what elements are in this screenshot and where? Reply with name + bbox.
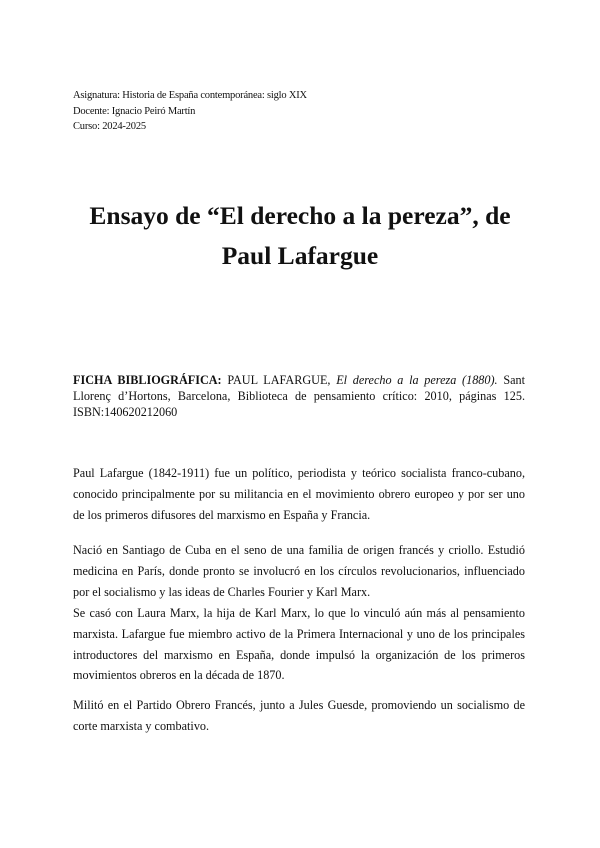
title-line-2: Paul Lafargue [221, 241, 379, 270]
course-line: Curso: 2024-2025 [73, 121, 146, 132]
ficha-work: El derecho a la pereza (1880). [336, 373, 498, 387]
paragraph-marriage: Se casó con Laura Marx, la hija de Karl Marx, lo que lo vinculó aún más al pensamiento marxista. Lafargue fue miembro activo de la Primera Internacional y uno de los principales introductores del marxismo en España, donde impulsó la organización de los primeros movimientos obreros en la década de 1870. [73, 606, 525, 683]
ficha-details: Sant Llorenç d’Hortons, Barcelona, Biblioteca de pensamiento crítico: 2010, páginas 125. ISBN:140620212060 [73, 373, 525, 419]
essay-title [40, 196, 560, 276]
course-header [73, 88, 307, 135]
bibliographic-record [73, 372, 525, 420]
subject-line: Asignatura: Historia de España contemporánea: siglo XIX [73, 90, 307, 101]
ficha-label: FICHA BIBLIOGRÁFICA: [73, 373, 222, 387]
teacher-line: Docente: Ignacio Peiró Martín [73, 105, 196, 117]
paragraph-birth: Nació en Santiago de Cuba en el seno de una familia de origen francés y criollo. Estudió medicina en París, donde pronto se involucró en los círculos revolucionarios, influenciado por el socialismo y las ideas de Charles Fourier y Karl Marx. [73, 543, 525, 599]
title-line-1: Ensayo de “El derecho a la pereza”, de [89, 201, 511, 230]
paragraph-militancy: Militó en el Partido Obrero Francés, junto a Jules Guesde, promoviendo un socialismo de corte marxista y combativo. [73, 698, 525, 733]
paragraph-biography: Paul Lafargue (1842-1911) fue un político, periodista y teórico socialista franco-cubano, conocido principalmente por su militancia en el movimiento obrero europeo y por ser uno de los primeros difusores del marxismo en España y Francia. [73, 466, 525, 522]
ficha-author: PAUL LAFARGUE, [221, 373, 337, 387]
